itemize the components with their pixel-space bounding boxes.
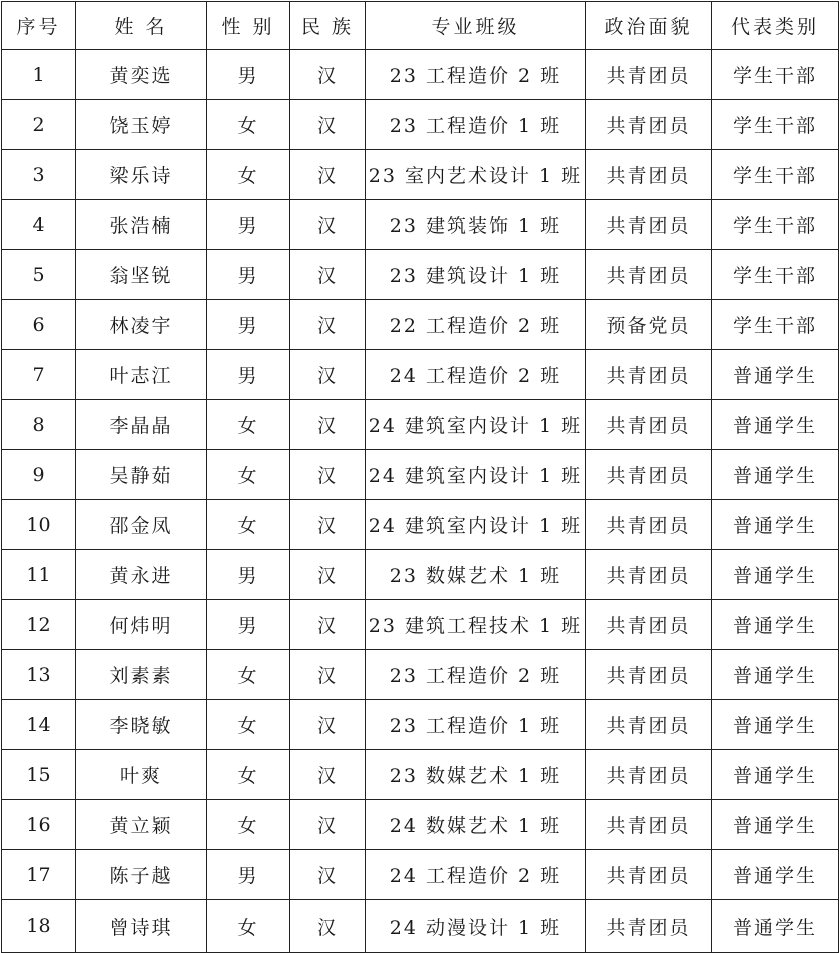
cell-serial-number: 8 [2, 400, 76, 450]
cell-gender: 男 [207, 350, 290, 400]
cell-gender: 女 [207, 700, 290, 750]
cell-political-status: 共青团员 [586, 900, 712, 953]
cell-serial-number: 12 [2, 600, 76, 650]
cell-ethnicity: 汉 [290, 800, 366, 850]
cell-major-class: 24 工程造价 2 班 [366, 350, 586, 400]
table-row [2, 300, 839, 350]
cell-representative-category: 普通学生 [712, 750, 839, 800]
cell-representative-category: 普通学生 [712, 550, 839, 600]
cell-representative-category: 学生干部 [712, 100, 839, 150]
table-row [2, 700, 839, 750]
cell-name: 叶志江 [76, 350, 207, 400]
cell-gender: 女 [207, 800, 290, 850]
cell-serial-number: 18 [2, 900, 76, 953]
cell-ethnicity: 汉 [290, 500, 366, 550]
cell-serial-number: 13 [2, 650, 76, 700]
cell-political-status: 共青团员 [586, 600, 712, 650]
cell-representative-category: 学生干部 [712, 200, 839, 250]
cell-gender: 男 [207, 850, 290, 900]
cell-serial-number: 17 [2, 850, 76, 900]
cell-representative-category: 普通学生 [712, 600, 839, 650]
cell-major-class: 23 数媒艺术 1 班 [366, 750, 586, 800]
cell-major-class: 24 建筑室内设计 1 班 [366, 450, 586, 500]
cell-political-status: 共青团员 [586, 400, 712, 450]
cell-serial-number: 5 [2, 250, 76, 300]
table-row [2, 100, 839, 150]
table-row [2, 450, 839, 500]
cell-gender: 女 [207, 900, 290, 953]
cell-serial-number: 2 [2, 100, 76, 150]
header-name: 姓 名 [76, 2, 207, 50]
cell-ethnicity: 汉 [290, 450, 366, 500]
cell-political-status: 共青团员 [586, 350, 712, 400]
cell-name: 黄永进 [76, 550, 207, 600]
cell-major-class: 23 室内艺术设计 1 班 [366, 150, 586, 200]
cell-gender: 男 [207, 200, 290, 250]
cell-gender: 男 [207, 50, 290, 100]
table-row [2, 850, 839, 900]
table-row [2, 250, 839, 300]
cell-major-class: 23 工程造价 2 班 [366, 50, 586, 100]
cell-political-status: 预备党员 [586, 300, 712, 350]
cell-major-class: 24 建筑室内设计 1 班 [366, 500, 586, 550]
table-row [2, 200, 839, 250]
cell-major-class: 24 数媒艺术 1 班 [366, 800, 586, 850]
cell-name: 李晓敏 [76, 700, 207, 750]
cell-name: 饶玉婷 [76, 100, 207, 150]
table-row [2, 800, 839, 850]
cell-serial-number: 16 [2, 800, 76, 850]
header-major-class: 专业班级 [366, 2, 586, 50]
cell-gender: 女 [207, 750, 290, 800]
cell-gender: 女 [207, 100, 290, 150]
table-row [2, 900, 839, 953]
cell-ethnicity: 汉 [290, 700, 366, 750]
cell-name: 梁乐诗 [76, 150, 207, 200]
cell-major-class: 24 动漫设计 1 班 [366, 900, 586, 953]
cell-gender: 女 [207, 650, 290, 700]
cell-representative-category: 学生干部 [712, 150, 839, 200]
cell-gender: 女 [207, 400, 290, 450]
cell-major-class: 24 工程造价 2 班 [366, 850, 586, 900]
table-row [2, 400, 839, 450]
header-political-status: 政治面貌 [586, 2, 712, 50]
header-representative-category: 代表类别 [712, 2, 839, 50]
cell-gender: 男 [207, 250, 290, 300]
cell-serial-number: 14 [2, 700, 76, 750]
cell-ethnicity: 汉 [290, 150, 366, 200]
cell-serial-number: 1 [2, 50, 76, 100]
cell-political-status: 共青团员 [586, 50, 712, 100]
table-row [2, 500, 839, 550]
cell-serial-number: 4 [2, 200, 76, 250]
header-row [2, 2, 839, 50]
cell-gender: 男 [207, 550, 290, 600]
cell-major-class: 23 建筑装饰 1 班 [366, 200, 586, 250]
cell-political-status: 共青团员 [586, 500, 712, 550]
cell-name: 林凌宇 [76, 300, 207, 350]
cell-representative-category: 普通学生 [712, 900, 839, 953]
cell-political-status: 共青团员 [586, 550, 712, 600]
cell-representative-category: 普通学生 [712, 700, 839, 750]
cell-name: 张浩楠 [76, 200, 207, 250]
cell-name: 吴静茹 [76, 450, 207, 500]
cell-ethnicity: 汉 [290, 200, 366, 250]
cell-representative-category: 普通学生 [712, 350, 839, 400]
table-row [2, 150, 839, 200]
cell-name: 陈子越 [76, 850, 207, 900]
cell-representative-category: 学生干部 [712, 50, 839, 100]
cell-political-status: 共青团员 [586, 450, 712, 500]
cell-representative-category: 普通学生 [712, 650, 839, 700]
table-row [2, 50, 839, 100]
cell-major-class: 23 工程造价 1 班 [366, 700, 586, 750]
cell-gender: 女 [207, 450, 290, 500]
cell-serial-number: 11 [2, 550, 76, 600]
cell-ethnicity: 汉 [290, 400, 366, 450]
cell-representative-category: 普通学生 [712, 800, 839, 850]
cell-political-status: 共青团员 [586, 700, 712, 750]
cell-political-status: 共青团员 [586, 750, 712, 800]
cell-major-class: 23 工程造价 1 班 [366, 100, 586, 150]
cell-gender: 男 [207, 300, 290, 350]
cell-political-status: 共青团员 [586, 100, 712, 150]
table-row [2, 350, 839, 400]
cell-major-class: 23 数媒艺术 1 班 [366, 550, 586, 600]
cell-political-status: 共青团员 [586, 150, 712, 200]
cell-serial-number: 10 [2, 500, 76, 550]
cell-name: 黄奕选 [76, 50, 207, 100]
cell-ethnicity: 汉 [290, 250, 366, 300]
cell-representative-category: 普通学生 [712, 450, 839, 500]
cell-political-status: 共青团员 [586, 800, 712, 850]
cell-representative-category: 学生干部 [712, 300, 839, 350]
cell-ethnicity: 汉 [290, 600, 366, 650]
cell-name: 何炜明 [76, 600, 207, 650]
cell-political-status: 共青团员 [586, 850, 712, 900]
cell-major-class: 23 建筑工程技术 1 班 [366, 600, 586, 650]
cell-serial-number: 7 [2, 350, 76, 400]
cell-representative-category: 学生干部 [712, 250, 839, 300]
roster-table [1, 1, 839, 953]
table-row [2, 750, 839, 800]
cell-representative-category: 普通学生 [712, 400, 839, 450]
cell-name: 李晶晶 [76, 400, 207, 450]
cell-major-class: 24 建筑室内设计 1 班 [366, 400, 586, 450]
cell-representative-category: 普通学生 [712, 850, 839, 900]
cell-major-class: 23 工程造价 2 班 [366, 650, 586, 700]
cell-ethnicity: 汉 [290, 850, 366, 900]
cell-ethnicity: 汉 [290, 300, 366, 350]
cell-serial-number: 15 [2, 750, 76, 800]
header-ethnicity: 民 族 [290, 2, 366, 50]
cell-ethnicity: 汉 [290, 100, 366, 150]
header-serial-number: 序号 [2, 2, 76, 50]
cell-political-status: 共青团员 [586, 250, 712, 300]
table-row [2, 550, 839, 600]
cell-serial-number: 3 [2, 150, 76, 200]
cell-name: 黄立颖 [76, 800, 207, 850]
cell-ethnicity: 汉 [290, 550, 366, 600]
cell-name: 邵金凤 [76, 500, 207, 550]
cell-ethnicity: 汉 [290, 350, 366, 400]
cell-name: 刘素素 [76, 650, 207, 700]
cell-political-status: 共青团员 [586, 650, 712, 700]
cell-name: 翁坚锐 [76, 250, 207, 300]
cell-major-class: 22 工程造价 2 班 [366, 300, 586, 350]
cell-gender: 男 [207, 600, 290, 650]
cell-ethnicity: 汉 [290, 750, 366, 800]
cell-political-status: 共青团员 [586, 200, 712, 250]
cell-serial-number: 9 [2, 450, 76, 500]
table-row [2, 650, 839, 700]
cell-ethnicity: 汉 [290, 900, 366, 953]
cell-name: 叶爽 [76, 750, 207, 800]
cell-serial-number: 6 [2, 300, 76, 350]
cell-ethnicity: 汉 [290, 50, 366, 100]
table-row [2, 600, 839, 650]
cell-representative-category: 普通学生 [712, 500, 839, 550]
header-gender: 性 别 [207, 2, 290, 50]
cell-major-class: 23 建筑设计 1 班 [366, 250, 586, 300]
cell-ethnicity: 汉 [290, 650, 366, 700]
cell-gender: 女 [207, 150, 290, 200]
cell-gender: 女 [207, 500, 290, 550]
cell-name: 曾诗琪 [76, 900, 207, 953]
